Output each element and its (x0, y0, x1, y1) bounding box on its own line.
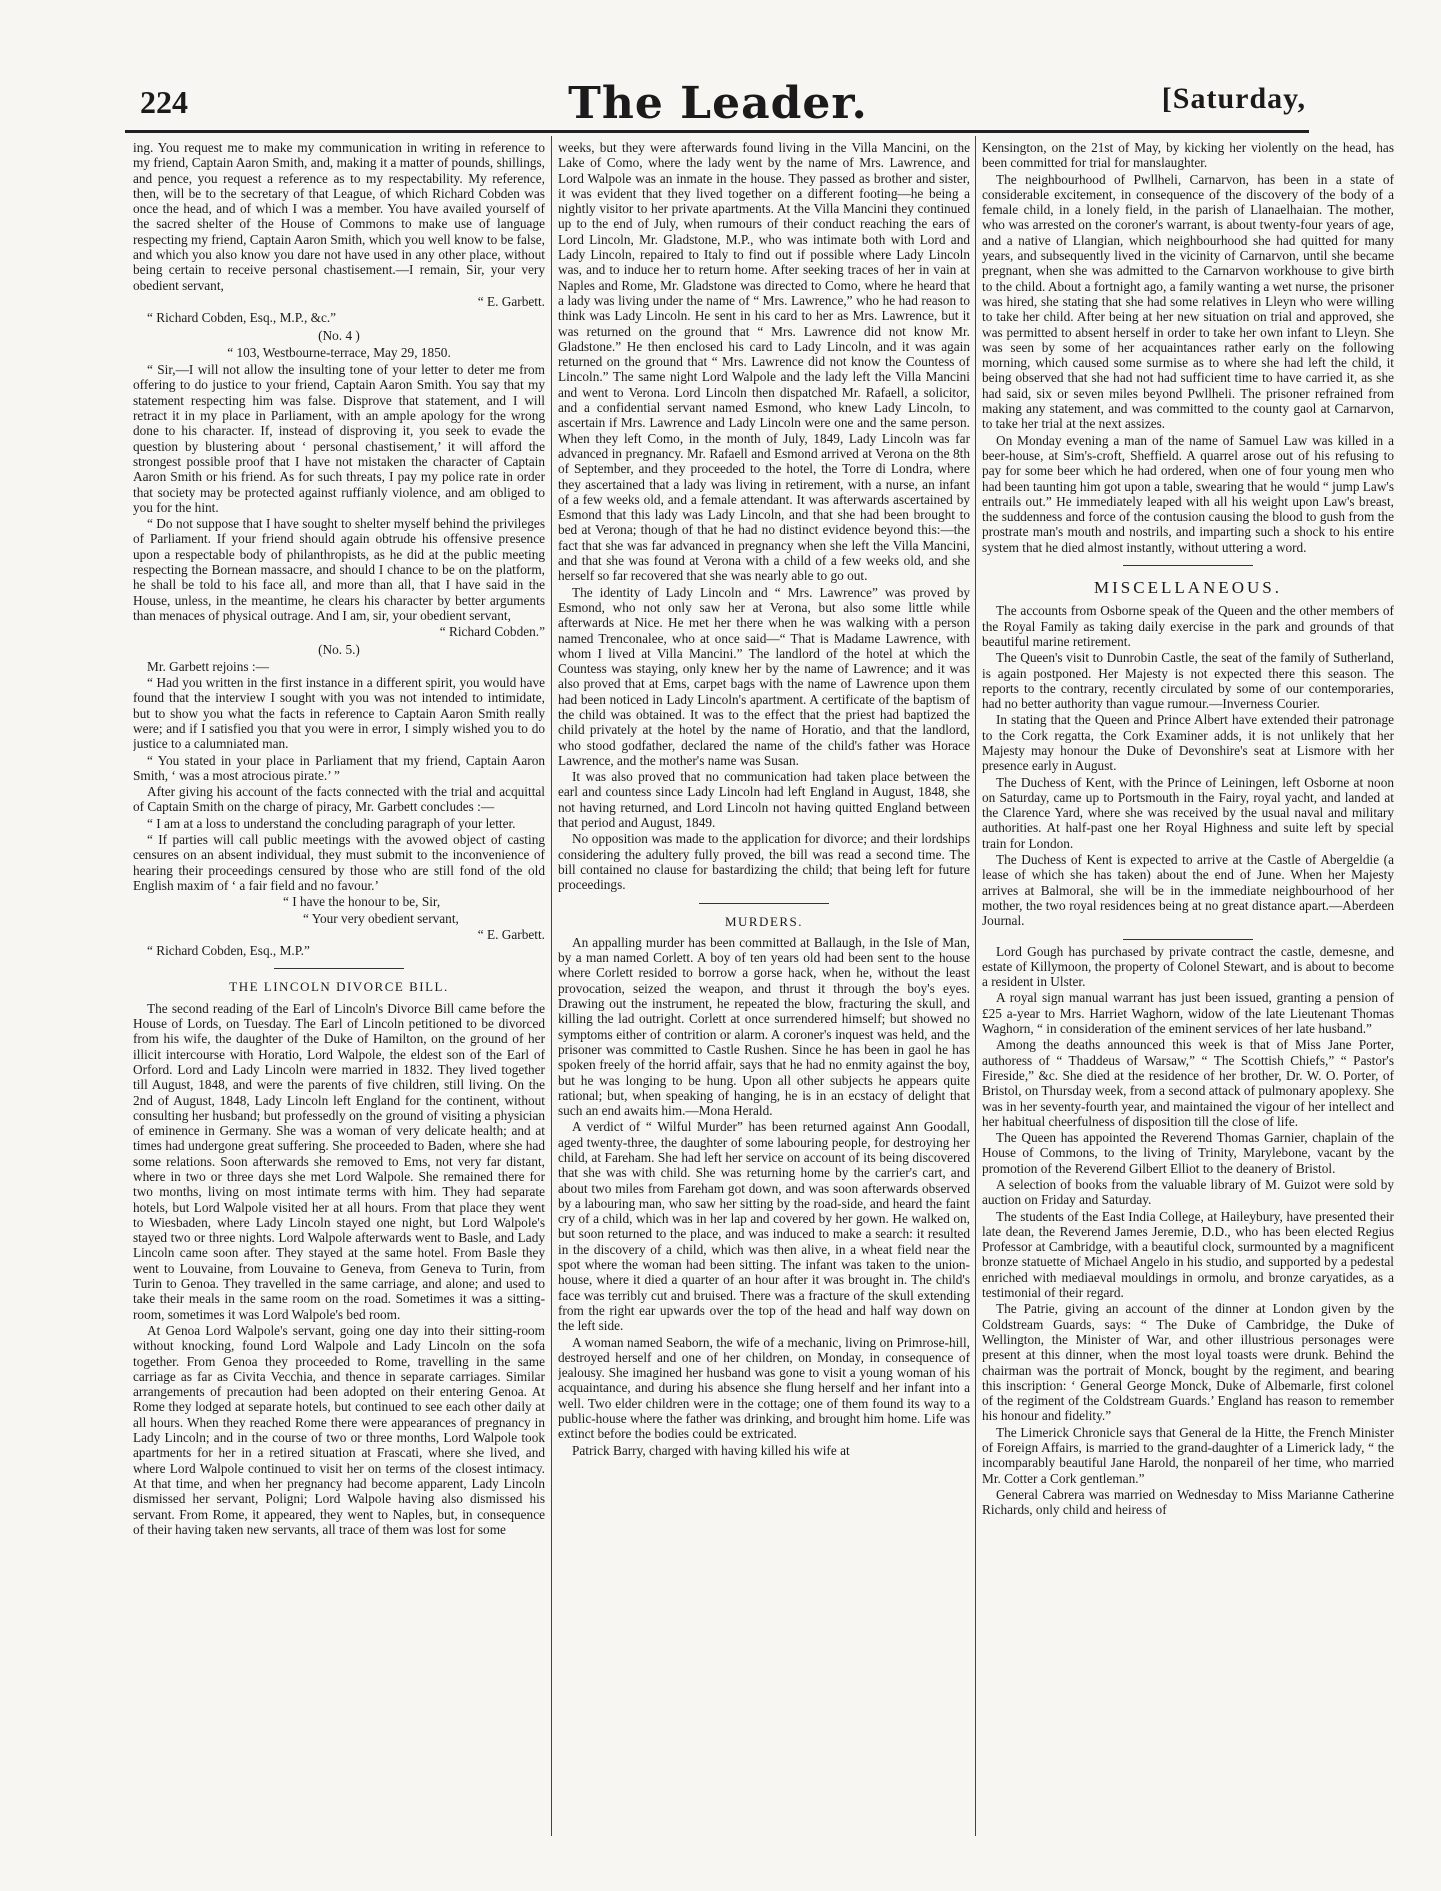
section-rule (699, 903, 829, 904)
section-heading: MISCELLANEOUS. (1094, 578, 1282, 598)
column-divider (551, 136, 552, 1836)
letter-number: (No. 4 ) (318, 327, 360, 343)
section-rule (1123, 939, 1253, 940)
section-heading: THE LINCOLN DIVORCE BILL. (229, 979, 449, 995)
paragraph: Lord Gough has purchased by private contract the castle, demesne, and estate of Killymoon, the property of Colonel Stewart, and is about to become a resident in Ulster. (982, 943, 1394, 990)
paragraph: On Monday evening a man of the name of Samuel Law was killed in a beer-house, at Sim's-croft, Sheffield. A quarrel arose out of his refusing to pay for some beer which he had ordered, when one of four young men who had been taunting him got upon a table, swearing that he would “ jump Law's entrails out.” He immediately leaped with all his weight upon Law's breast, the suddenness and force of the contusion causing the blood to gush from the prostrate man's mouth and nostrils, and imparting such a shock to his entire system that he died almost instantly, without uttering a word. (982, 432, 1394, 555)
paragraph: The Duchess of Kent, with the Prince of Leiningen, left Osborne at noon on Saturday, came up to Portsmouth in the Fairy, royal yacht, and landed at the Clarence Yard, where she was received by the usual naval and military authorities. At half-past one her Royal Highness and suite left by special train for London. (982, 774, 1394, 851)
paragraph: “ You stated in your place in Parliament that my friend, Captain Aaron Smith, ‘ was a most atrocious pirate.’ ” (133, 752, 545, 783)
paragraph: “ I am at a loss to understand the concluding paragraph of your letter. (147, 815, 516, 831)
closing: “ I have the honour to be, Sir, (283, 894, 441, 910)
letter-number: (No. 5.) (318, 641, 360, 657)
paragraph: The Queen has appointed the Reverend Thomas Garnier, chaplain of the House of Commons, to the living of Trinity, Marylebone, vacant by the promotion of the Reverend Gilbert Elliot to the deanery of Bristol. (982, 1130, 1394, 1176)
paragraph: A royal sign manual warrant has just been issued, granting a pension of £25 a-year to Mrs. Harriet Waghorn, widow of the late Lieutenant Thomas Waghorn, “ in consideration of the eminent services of her late husband.” (982, 990, 1394, 1037)
addressee: “ Richard Cobden, Esq., M.P., &c.” (147, 310, 337, 326)
paragraph: An appalling murder has been committed at Ballaugh, in the Isle of Man, by a man named Corlett. A boy of ten years old had been sent to the house where Corlett resided to borrow a gorse hack, when he, without the least provocation, seized the weapon, and thrust it through the boy's eyes. Drawing out the instrument, he repeated the blow, fracturing the skull, and killing the lad outright. Corlett at once surrendered himself; but showed no symptoms either of contrition or alarm. A coroner's inquest was held, and the prisoner was committed to Castle Rushen. Since he has been in gaol he has spoken freely of the horrid affair, says that he had no enmity against the boy, but he was longing to be hung. Upon all other subjects he appears quite rational; but, when speaking of hanging, he is in an ecstacy of delight that such an end awaits him.—Mona Herald. (558, 934, 970, 1119)
section-rule (274, 968, 404, 969)
addressee: “ Richard Cobden, Esq., M.P.” (147, 943, 310, 959)
paragraph: Mr. Garbett rejoins :— (147, 658, 269, 674)
paragraph: “ Sir,—I will not allow the insulting tone of your letter to deter me from offering to do justice to your friend, Captain Aaron Smith. You say that my statement respecting him was false. Disprove that statement, and I will retract it in my place in Parliament, with an ample apology for the wrong done to his character. If, instead of disproving it, you seek to evade the question by blustering about ‘ personal chastisement,’ it will afford the strongest possible proof that I have not mistaken the character of Captain Aaron Smith or his friend. As for such threats, I pay my police rate in order that society may be protected against ruffianly violence, and am obliged to you for the hint. (133, 362, 545, 515)
signature: “ Richard Cobden.” (439, 624, 545, 640)
paragraph: Among the deaths announced this week is that of Miss Jane Porter, authoress of “ Thaddeus of Warsaw,” “ The Scottish Chiefs,” “ Pastor's Fireside,” &c. She died at the residence of her brother, Dr. W. O. Porter, of Bristol, on Thursday week, from a second attack of pulmonary apoplexy. She was in her seventy-fourth year, and maintained the vigour of her intellect and her habitual cheerfulness of disposition till the close of life. (982, 1037, 1394, 1129)
paragraph: The Limerick Chronicle says that General de la Hitte, the French Minister of Foreign Affairs, is married to the grand-daughter of a Limerick lady, “ the incomparably beautiful Jane Harold, the nonpareil of her time, who married Mr. Cotter a Cork gentleman.” (982, 1424, 1394, 1486)
letter-address: “ 103, Westbourne-terrace, May 29, 1850. (227, 344, 451, 360)
day-label: [Saturday, (1161, 82, 1306, 115)
paragraph: weeks, but they were afterwards found living in the Villa Mancini, on the Lake of Como, where the lady went by the name of Mrs. Lawrence, and Lord Walpole was an inmate in the house. They passed as brother and sister, it was evident that they lived together on a different footing—he being a nightly visitor to her private apartments. At the Villa Mancini they continued up to the end of July, when rumours of their conduct reaching the ears of Lord Lincoln, Mr. Gladstone, M.P., who was intimate both with Lord and Lady Lincoln, repaired to Italy to find out if possible where Lady Lincoln was, and to induce her to return home. After seeking traces of her in vain at Naples and Rome, Mr. Gladstone was directed to Como, where he heard that a lady was living under the name of “ Mrs. Lawrence,” who he had reason to think was Lady Lincoln. He sent in his card to her as Mrs. Lawrence, but it was returned on the ground that “ Mrs. Lawrence did not know Mr. Gladstone.” He then enclosed his card to Lady Lincoln, and it was again returned on the ground that “ Mrs. Lawrence did not know the Countess of Lincoln.” The same night Lord Walpole and the lady left the Villa Mancini and went to Verona. Lord Lincoln then dispatched Mr. Rafaell, a solicitor, and a confidential servant named Esmond, who knew Lady Lincoln, to ascertain if Mrs. Lawrence and Lady Lincoln were one and the same person. When they left Como, in the month of July, 1849, Lady Lincoln was far advanced in pregnancy. Mr. Rafaell and Esmond arrived at Verona on the 8th of September, and they proceeded to the hotel, the Torre di Londra, where they ascertained that a lady was living in retirement, with a nurse, an infant of a few weeks old, and a female attendant. It was afterwards ascertained by Esmond that this lady was Lady Lincoln, and that she had been brought to bed at Verona; though of that he had no distinct evidence beyond this:—the fact that she was far advanced in pregnancy when she left the Villa Mancini, and that she was found at Verona with a child of a few weeks old, and she herself so far recovered that she was nearly able to go out. (558, 140, 970, 584)
closing: “ Your very obedient servant, (303, 910, 459, 926)
paragraph: No opposition was made to the application for divorce; and their lordships considering the adultery fully proved, the bill was read a second time. The bill contained no clause for bastardizing the child; that being left for future proceedings. (558, 831, 970, 893)
paragraph: A verdict of “ Wilful Murder” has been returned against Ann Goodall, aged twenty-three, the daughter of some labouring people, for destroying her child, at Fareham. She had left her service on account of its being discovered that she was with child. She was returning home by the carrier's cart, and about two miles from Fareham got down, and was soon afterwards observed by a labouring man, who saw her sitting by the road-side, and heard the faint cry of a child, which was in her lap and covered by her gown. He walked on, but soon returned to the place, and was induced to make a search: it resulted in the discovery of a child, which was then alive, in a wheat field near the spot where the woman had been sitting. The infant was taken to the union-house, where it died a quarter of an hour after it was brought in. The child's face was terribly cut and bruised. There was a fracture of the skull extending from the right ear upwards over the top of the head and half way down on the left side. (558, 1119, 970, 1334)
paragraph: The Patrie, giving an account of the dinner at London given by the Coldstream Guards, says: “ The Duke of Cambridge, the Duke of Wellington, the Minister of War, and other illustrious personages were present at this dinner, when the most loyal toasts were drunk. Behind the chairman was the portrait of Monck, bought by the regiment, and bearing this inscription: ‘ General George Monck, Duke of Albemarle, first colonel of the regiment of the Coldstream Guards.’ England has reason to remember his honour and fidelity.” (982, 1301, 1394, 1424)
column-1 (133, 140, 545, 1835)
signature: “ E. Garbett. (477, 926, 545, 942)
page-number: 224 (140, 84, 188, 120)
paragraph: The accounts from Osborne speak of the Queen and the other members of the Royal Family as taking daily exercise in the park and grounds of that beautiful marine retirement. (982, 603, 1394, 649)
paragraph: The Queen's visit to Dunrobin Castle, the seat of the family of Sutherland, is again postponed. Her Majesty is not expected there this season. The reports to the contrary, recently circulated by some of our contemporaries, had no better authority than vague rumour.—Inverness Courier. (982, 650, 1394, 712)
paragraph: In stating that the Queen and Prince Albert have extended their patronage to the Cork regatta, the Cork Examiner adds, it is not unlikely that her Majesty may honour the Duke of Devonshire's seat at Lismore with her presence early in August. (982, 712, 1394, 774)
paragraph: “ If parties will call public meetings with the avowed object of casting censures on an absent individual, they must submit to the inconvenience of hearing their proceedings censured by those who are still fond of the old English maxim of ‘ a fair field and no favour.’ (133, 832, 545, 893)
signature: “ E. Garbett. (477, 293, 545, 309)
section-heading: MURDERS. (724, 913, 804, 929)
paragraph: Kensington, on the 21st of May, by kicking her violently on the head, has been committed for trial for manslaughter. (982, 140, 1394, 171)
paragraph: A selection of books from the valuable library of M. Guizot were sold by auction on Friday and Saturday. (982, 1177, 1394, 1208)
column-3 (982, 140, 1394, 1835)
paragraph: “ Had you written in the first instance in a different spirit, you would have found that the interview I sought with you was not intended to intimidate, but to show you what the facts in reference to Captain Aaron Smith really were; and if I satisfied you that you were in error, I simply wished you to do justice to a calumniated man. (133, 675, 545, 752)
paragraph: The identity of Lady Lincoln and “ Mrs. Lawrence” was proved by Esmond, who not only saw her at Verona, but also some little while afterwards at Nice. He met her there when he was walking with a person named Trenconalee, who at once said—“ That is Madame Lawrence, with whom I lived at Villa Mancini.” The landlord of the hotel at which the Countess was staying, only knew her by the name of Lawrence; and it was also proved that at Ems, carpet bags with the name of Lawrence upon them had been noticed in Lady Lincoln's apartment. A certificate of the baptism of the child was obtained. It was to the effect that the priest had baptized the child privately at the hotel by the name of Horatio, and that the landlord, who stood godfather, declared the name of the child's father was Horace Lawrence, and the mother's name was Susan. (558, 584, 970, 768)
section-rule (1123, 565, 1253, 566)
column-2 (558, 140, 970, 1835)
paragraph: The neighbourhood of Pwllheli, Carnarvon, has been in a state of considerable excitement, in consequence of the discovery of the body of a female child, in a lonely field, in the parish of Llanaelhaian. The mother, who was arrested on the coroner's warrant, is about twenty-four years of age, and a native of Llangian, which neighbourhood she had quitted for many years, and subsequently lived in the vicinity of Carnarvon, until she became pregnant, when she was admitted to the Carnarvon workhouse to give birth to the child. About a fortnight ago, a family wanting a wet nurse, the prisoner was hired, she stating that she had some relatives in Lleyn who were willing to take her child. After being at her new situation on trial and approved, she was permitted to absent herself in order to take her own infant to Lleyn. She was seen by some of her acquaintances rather early on the following morning, which caused some surmise as to where she had left the child, it being observed that she had not had sufficient time to have carried it, as she had said, six or seven miles beyond Pwllheli. The prisoner refrained from making any statement, and was committed to the county gaol at Carnarvon, to take her trial at the next assizes. (982, 171, 1394, 432)
paragraph: Patrick Barry, charged with having killed his wife at (572, 1442, 850, 1458)
paragraph: The Duchess of Kent is expected to arrive at the Castle of Abergeldie (a lease of which she has taken) about the end of June. When her Majesty arrives at Balmoral, she will be in the immediate neighbourhood of her mother, the two royal residences being at no great distance apart.—Aberdeen Journal. (982, 852, 1394, 929)
paragraph: It was also proved that no communication had taken place between the earl and countess since Lady Lincoln had left England in August, 1848, she not having returned, and Lord Lincoln not having quitted England between that period and August, 1849. (558, 769, 970, 831)
paragraph: “ Do not suppose that I have sought to shelter myself behind the privileges of Parliament. If your friend should again obtrude his offensive presence upon a respectable body of philanthropists, as he did at the public meeting respecting the Bornean massacre, and should I chance to be on the platform, he shall be told to his face all, and more than all, that I have said in the House, unless, in the meantime, he clears his character by better arguments than menaces of physical outrage. And I am, sir, your obedient servant, (133, 516, 545, 623)
masthead-title: The Leader. (568, 78, 868, 129)
paragraph: At Genoa Lord Walpole's servant, going one day into their sitting-room without knocking, found Lord Walpole and Lady Lincoln on the sofa together. From Genoa they proceeded to Rome, travelling in the same carriage as far as Civita Vecchia, and thence in separate carriages. Similar arrangements of precaution had been adopted on their entering Genoa. At Rome they lodged at separate hotels, but continued to see each other daily at all hours. When they reached Rome there were appearances of pregnancy in Lady Lincoln; and in the course of two or three months, Lord Walpole took apartments for her in a retired situation at Frascati, where she lived, and where Lord Walpole continued to visit her on terms of the closest intimacy. At that time, and when her pregnancy had become apparent, Lady Lincoln dismissed her servant, Poligni; Lord Walpole having also dismissed his servant. From Rome, it appeared, they went to Naples, but, in consequence of their having taken new servants, all trace of them was lost for some (133, 1322, 545, 1537)
paragraph: General Cabrera was married on Wednesday to Miss Marianne Catherine Richards, only child and heiress of (982, 1486, 1394, 1518)
paragraph: ing. You request me to make my communication in writing in reference to my friend, Captain Aaron Smith, and, making it a matter of pounds, shillings, and pence, you request a reference as to my respectability. My reference, then, will be to the secretary of that League, of which Richard Cobden was once the head, and of which I was a member. You have availed yourself of the sacred shelter of the House of Commons to make use of language respecting my friend, Captain Aaron Smith, which you well know to be false, and which you also know you dare not have used in any other place, without being certain to receive personal chastisement.—I remain, Sir, your very obedient servant, (133, 140, 545, 293)
header-rule (125, 130, 1309, 133)
paragraph: After giving his account of the facts connected with the trial and acquittal of Captain Smith on the charge of piracy, Mr. Garbett concludes :— (133, 784, 545, 815)
paragraph: A woman named Seaborn, the wife of a mechanic, living on Primrose-hill, destroyed herself and one of her children, on Monday, in consequence of jealousy. She imagined her husband was gone to visit a young woman of his acquaintance, and during his absence she flung herself and her infant into a well. Two elder children were in the cottage; one of them found its way to a public-house where the father was drinking, and brought him home. Life was extinct before the bodies could be extricated. (558, 1334, 970, 1442)
column-divider (975, 136, 976, 1836)
paragraph: The second reading of the Earl of Lincoln's Divorce Bill came before the House of Lords, on Tuesday. The Earl of Lincoln petitioned to be divorced from his wife, the daughter of the Duke of Hamilton, on the ground of her illicit intercourse with Horatio, Lord Walpole, the eldest son of the Earl of Orford. Lord and Lady Lincoln were married in 1832. They lived together till August, 1848, and were the parents of five children, still living. On the 2nd of August, 1848, Lady Lincoln left England for the continent, without consulting her husband; but professedly on the ground of visiting a physician of eminence in Germany. She was a woman of very delicate health; and at times had undergone great suffering. She proceeded to Baden, where she had some relations. Soon afterwards she removed to Ems, not very far distant, where in two or three days she met Lord Walpole. She remained there for two months, living on most intimate terms with him. They had separate hotels, but Lord Walpole visited her at all hours. From that place they went to Wiesbaden, where Lady Lincoln stayed one night, but Lord Walpole's stayed two or three nights. Lord Walpole afterwards went to Basle, and Lady Lincoln came soon after. They stayed at the same hotel. From Basle they went to Louvaine, from Louvaine to Geneva, from Geneva to Turin, from Turin to Genoa. They travelled in the same carriage, and alone; and used to take their meals in the same room on the road. Sometimes it was a sitting-room, sometimes it was Lord Walpole's bed room. (133, 1000, 545, 1322)
paragraph: The students of the East India College, at Haileybury, have presented their late dean, the Reverend James Jeremie, D.D., who has been elected Regius Professor at Cambridge, with a beautiful clock, surmounted by a magnificent bronze statuette of Michael Angelo in his studio, and supported by a pedestal enriched with mediaeval mouldings in ormolu, and bronze caryatides, as a testimonial of their regard. (982, 1208, 1394, 1301)
page-header (130, 78, 1306, 130)
